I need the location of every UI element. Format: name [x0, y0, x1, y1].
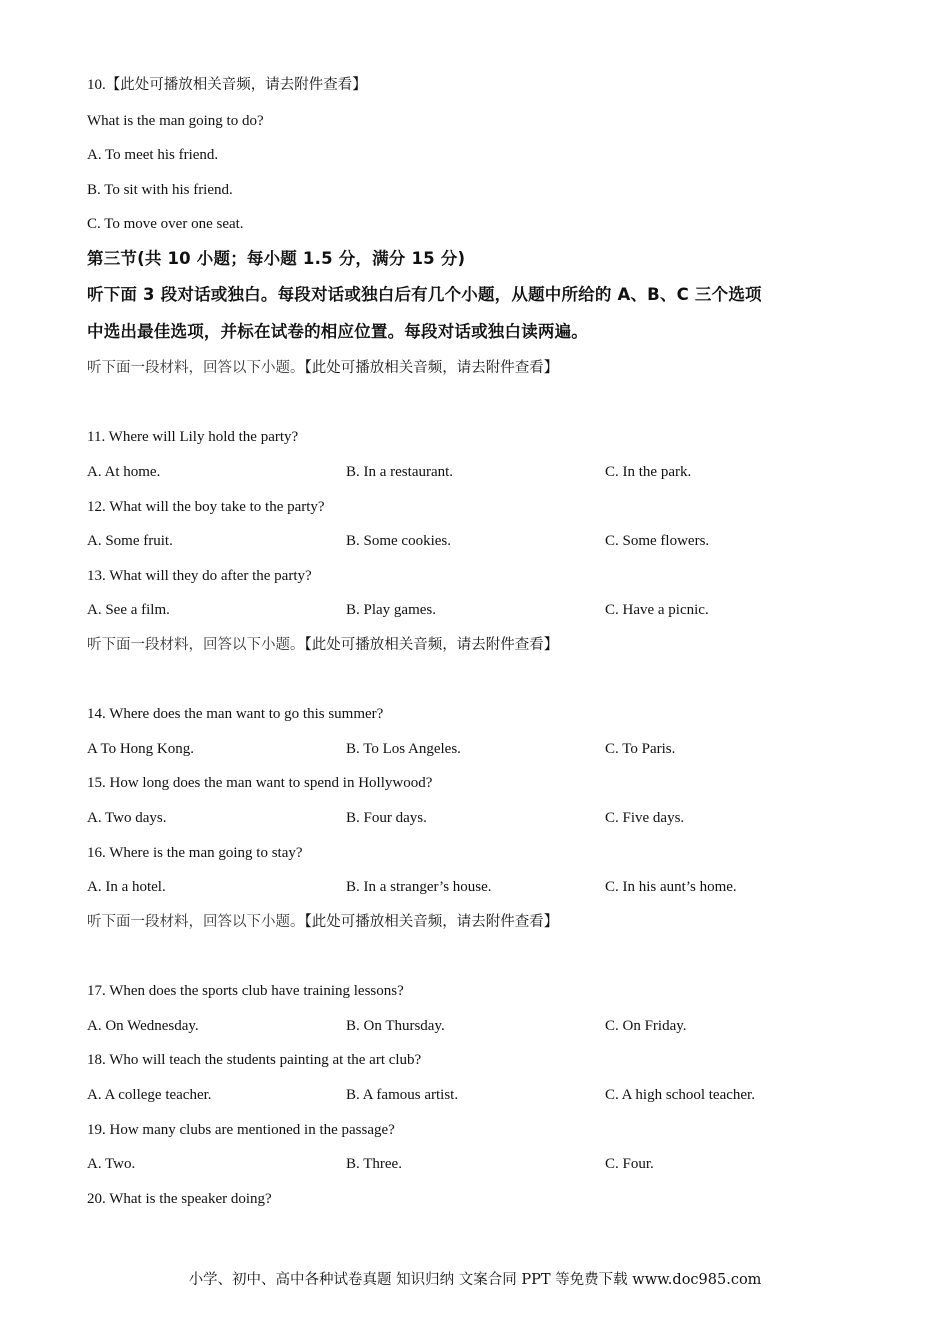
question-15-text: 15. How long does the man want to spend in Hollywood? [87, 775, 433, 791]
question-11-option-a: A. At home. [87, 464, 161, 480]
question-18-option-c: C. A high school teacher. [605, 1087, 755, 1103]
question-14-option-a: A To Hong Kong. [87, 741, 195, 757]
question-17-option-c: C. On Friday. [605, 1018, 687, 1034]
material-prompt-1 [87, 358, 558, 378]
question-11-option-b: B. In a restaurant. [346, 464, 454, 480]
question-16-option-a: A. In a hotel. [87, 879, 166, 895]
question-18-option-b: B. A famous artist. [346, 1087, 459, 1103]
audio-note[interactable]: 【此处可播放相关音频，请去附件查看】 [105, 77, 367, 93]
question-13-option-c: C. Have a picnic. [605, 602, 709, 618]
section-instruction-line-1: 听下面 3 段对话或独白。每段对话或独白后有几个小题，从题中所给的 A、B、C 三个选项 [87, 285, 762, 304]
material-prompt-text: 听下面一段材料，回答以下小题。 [87, 637, 305, 653]
question-11-option-c: C. In the park. [605, 464, 692, 480]
question-19-option-c: C. Four. [605, 1156, 654, 1172]
question-11-text: 11. Where will Lily hold the party? [87, 429, 299, 445]
question-10-header [87, 75, 367, 95]
page-footer[interactable]: 小学、初中、高中各种试卷真题 知识归纳 文案合同 PPT 等免费下载 www.doc985.com [188, 1272, 762, 1288]
question-19-option-a: A. Two. [87, 1156, 136, 1172]
question-14-option-b: B. To Los Angeles. [346, 741, 461, 757]
question-18-option-a: A. A college teacher. [87, 1087, 212, 1103]
question-17-option-a: A. On Wednesday. [87, 1018, 199, 1034]
question-15-option-a: A. Two days. [87, 810, 167, 826]
material-prompt-text: 听下面一段材料，回答以下小题。 [87, 360, 305, 376]
question-16-option-c: C. In his aunt’s home. [605, 879, 737, 895]
audio-note[interactable]: 【此处可播放相关音频，请去附件查看】 [304, 360, 559, 376]
question-16-option-b: B. In a stranger’s house. [346, 879, 492, 895]
question-13-option-b: B. Play games. [346, 602, 436, 618]
question-15-option-b: B. Four days. [346, 810, 427, 826]
question-12-option-b: B. Some cookies. [346, 533, 451, 549]
section-instruction-line-2: 中选出最佳选项，并标在试卷的相应位置。每段对话或独白读两遍。 [87, 322, 588, 341]
section-title: 第三节(共 10 小题；每小题 1.5 分，满分 15 分) [87, 249, 466, 268]
question-16-text: 16. Where is the man going to stay? [87, 845, 303, 861]
question-number: 10. [87, 77, 106, 93]
material-prompt-3 [87, 912, 558, 932]
question-17-text: 17. When does the sports club have training lessons? [87, 983, 404, 999]
question-10-option-b: B. To sit with his friend. [87, 182, 233, 198]
material-prompt-text: 听下面一段材料，回答以下小题。 [87, 914, 305, 930]
question-12-text: 12. What will the boy take to the party? [87, 499, 325, 515]
question-15-option-c: C. Five days. [605, 810, 685, 826]
question-10-text: What is the man going to do? [87, 113, 264, 129]
question-12-option-c: C. Some flowers. [605, 533, 710, 549]
question-10-option-c: C. To move over one seat. [87, 216, 244, 232]
material-prompt-2 [87, 635, 558, 655]
audio-note[interactable]: 【此处可播放相关音频，请去附件查看】 [304, 637, 559, 653]
question-13-option-a: A. See a film. [87, 602, 170, 618]
question-19-text: 19. How many clubs are mentioned in the passage? [87, 1122, 395, 1138]
question-18-text: 18. Who will teach the students painting at the art club? [87, 1052, 422, 1068]
question-20-text: 20. What is the speaker doing? [87, 1191, 272, 1207]
question-19-option-b: B. Three. [346, 1156, 402, 1172]
question-14-text: 14. Where does the man want to go this summer? [87, 706, 384, 722]
audio-note[interactable]: 【此处可播放相关音频，请去附件查看】 [304, 914, 559, 930]
question-17-option-b: B. On Thursday. [346, 1018, 445, 1034]
question-10-option-a: A. To meet his friend. [87, 147, 219, 163]
question-14-option-c: C. To Paris. [605, 741, 676, 757]
question-12-option-a: A. Some fruit. [87, 533, 173, 549]
question-13-text: 13. What will they do after the party? [87, 568, 312, 584]
